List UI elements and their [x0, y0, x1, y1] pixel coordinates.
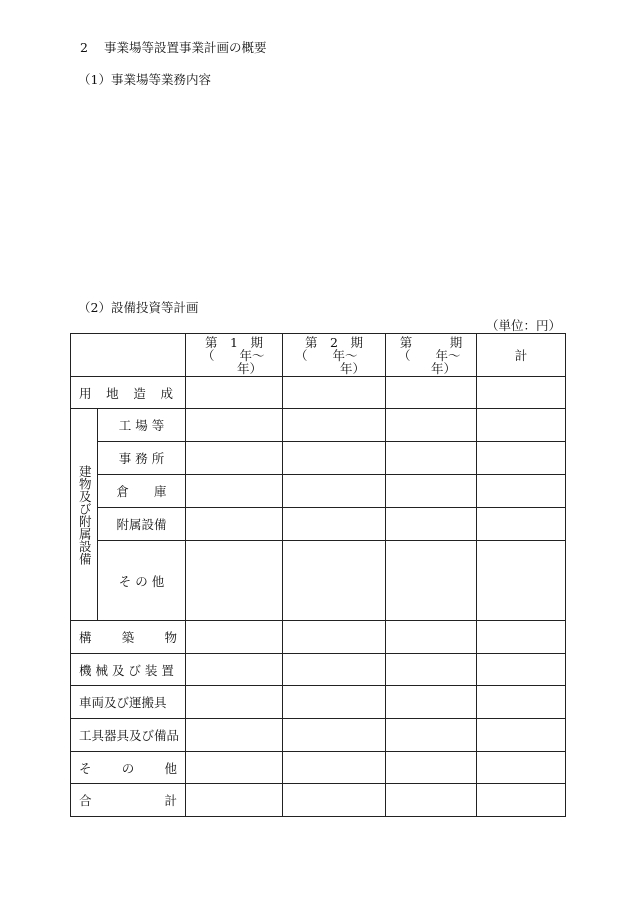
cell-warehouse-p2[interactable]	[283, 475, 386, 508]
cell-tools-p1[interactable]	[186, 719, 283, 752]
cell-factory-p1[interactable]	[186, 409, 283, 442]
cell-structures-p2[interactable]	[283, 621, 386, 654]
row-others	[71, 752, 566, 784]
cell-vehicles-p2[interactable]	[283, 686, 386, 719]
cell-attached-p1[interactable]	[186, 508, 283, 541]
cell-attached-p2[interactable]	[283, 508, 386, 541]
period-2-end: 年）	[339, 360, 365, 376]
period-3-start: （ 年～	[398, 347, 461, 363]
period-2-label: 第 2 期	[305, 334, 363, 350]
unit-label: （単位：円）	[486, 318, 562, 333]
label-warehouse: 倉 庫	[98, 475, 186, 508]
header-blank-cell	[71, 334, 186, 377]
cell-factory-total[interactable]	[477, 409, 566, 442]
cell-vehicles-p1[interactable]	[186, 686, 283, 719]
label-sum-char: 合	[79, 793, 92, 808]
label-structures-char: 構	[79, 630, 92, 645]
cell-machinery-p3[interactable]	[386, 654, 477, 686]
cell-other-sub-p1[interactable]	[186, 541, 283, 621]
label-tools: 工具器具及び備品	[71, 719, 186, 752]
cell-office-p3[interactable]	[386, 442, 477, 475]
section-title: 事業場等設置事業計画の概要	[104, 40, 267, 55]
cell-vehicles-total[interactable]	[477, 686, 566, 719]
cell-land-p1[interactable]	[186, 377, 283, 409]
label-structures-char: 物	[164, 630, 177, 645]
label-attached: 附属設備	[98, 508, 186, 541]
building-group-text: 建物及び附属設備	[77, 464, 93, 565]
cell-office-total[interactable]	[477, 442, 566, 475]
row-office	[71, 442, 566, 475]
cell-land-p3[interactable]	[386, 377, 477, 409]
label-office: 事 務 所	[98, 442, 186, 475]
row-factory	[71, 409, 566, 442]
label-structures-char: 築	[121, 630, 135, 645]
cell-structures-p3[interactable]	[386, 621, 477, 654]
cell-office-p2[interactable]	[283, 442, 386, 475]
row-warehouse	[71, 475, 566, 508]
label-structures	[71, 621, 186, 654]
cell-factory-p2[interactable]	[283, 409, 386, 442]
subsection-title-investment: （2）設備投資等計画	[78, 300, 199, 315]
cell-sum-p1[interactable]	[186, 784, 283, 817]
row-machinery	[71, 654, 566, 686]
period-1-label: 第 1 期	[205, 334, 263, 350]
row-other-sub	[71, 541, 566, 621]
header-period-2	[283, 334, 386, 377]
cell-others-total[interactable]	[477, 752, 566, 784]
label-building-group	[71, 409, 98, 621]
cell-structures-p1[interactable]	[186, 621, 283, 654]
investment-plan-table	[70, 333, 566, 817]
label-land-char: 用	[79, 385, 92, 401]
cell-tools-p3[interactable]	[386, 719, 477, 752]
cell-attached-p3[interactable]	[386, 508, 477, 541]
label-land-char: 成	[160, 385, 173, 401]
label-others-char: そ	[79, 760, 92, 776]
label-other-sub: そ の 他	[98, 541, 186, 621]
cell-sum-p3[interactable]	[386, 784, 477, 817]
label-others	[71, 752, 186, 784]
label-factory: 工 場 等	[98, 409, 186, 442]
label-machinery: 機 械 及 び 装 置	[71, 654, 186, 686]
period-3-label: 第 期	[399, 334, 463, 350]
cell-warehouse-total[interactable]	[477, 475, 566, 508]
cell-land-total[interactable]	[477, 377, 566, 409]
period-1-start: （ 年～	[202, 347, 265, 363]
label-sum-char: 計	[164, 793, 177, 808]
row-attached	[71, 508, 566, 541]
cell-other-sub-total[interactable]	[477, 541, 566, 621]
cell-structures-total[interactable]	[477, 621, 566, 654]
cell-office-p1[interactable]	[186, 442, 283, 475]
period-3-end: 年）	[430, 360, 456, 376]
cell-sum-p2[interactable]	[283, 784, 386, 817]
label-vehicles: 車両及び運搬具	[71, 686, 186, 719]
label-land	[71, 377, 186, 409]
row-sum	[71, 784, 566, 817]
label-land-char: 造	[133, 385, 146, 401]
row-tools	[71, 719, 566, 752]
subsection-title-business: （1）事業場等業務内容	[78, 72, 211, 87]
label-sum	[71, 784, 186, 817]
cell-other-sub-p2[interactable]	[283, 541, 386, 621]
cell-other-sub-p3[interactable]	[386, 541, 477, 621]
header-total: 計	[477, 334, 566, 377]
cell-others-p2[interactable]	[283, 752, 386, 784]
header-period-3	[386, 334, 477, 377]
cell-land-p2[interactable]	[283, 377, 386, 409]
cell-machinery-p1[interactable]	[186, 654, 283, 686]
label-land-char: 地	[106, 385, 119, 401]
header-row	[71, 334, 566, 377]
label-others-char: の	[121, 760, 135, 776]
period-2-start: （ 年～	[295, 347, 358, 363]
cell-others-p1[interactable]	[186, 752, 283, 784]
cell-factory-p3[interactable]	[386, 409, 477, 442]
section-heading	[80, 38, 267, 56]
row-structures	[71, 621, 566, 654]
period-1-end: 年）	[236, 360, 262, 376]
cell-attached-total[interactable]	[477, 508, 566, 541]
header-period-1	[186, 334, 283, 377]
section-number: 2	[80, 40, 88, 55]
label-others-char: 他	[164, 760, 177, 776]
row-land	[71, 377, 566, 409]
cell-others-p3[interactable]	[386, 752, 477, 784]
cell-sum-total[interactable]	[477, 784, 566, 817]
cell-vehicles-p3[interactable]	[386, 686, 477, 719]
cell-warehouse-p1[interactable]	[186, 475, 283, 508]
row-vehicles	[71, 686, 566, 719]
cell-machinery-p2[interactable]	[283, 654, 386, 686]
cell-tools-p2[interactable]	[283, 719, 386, 752]
cell-tools-total[interactable]	[477, 719, 566, 752]
cell-warehouse-p3[interactable]	[386, 475, 477, 508]
cell-machinery-total[interactable]	[477, 654, 566, 686]
